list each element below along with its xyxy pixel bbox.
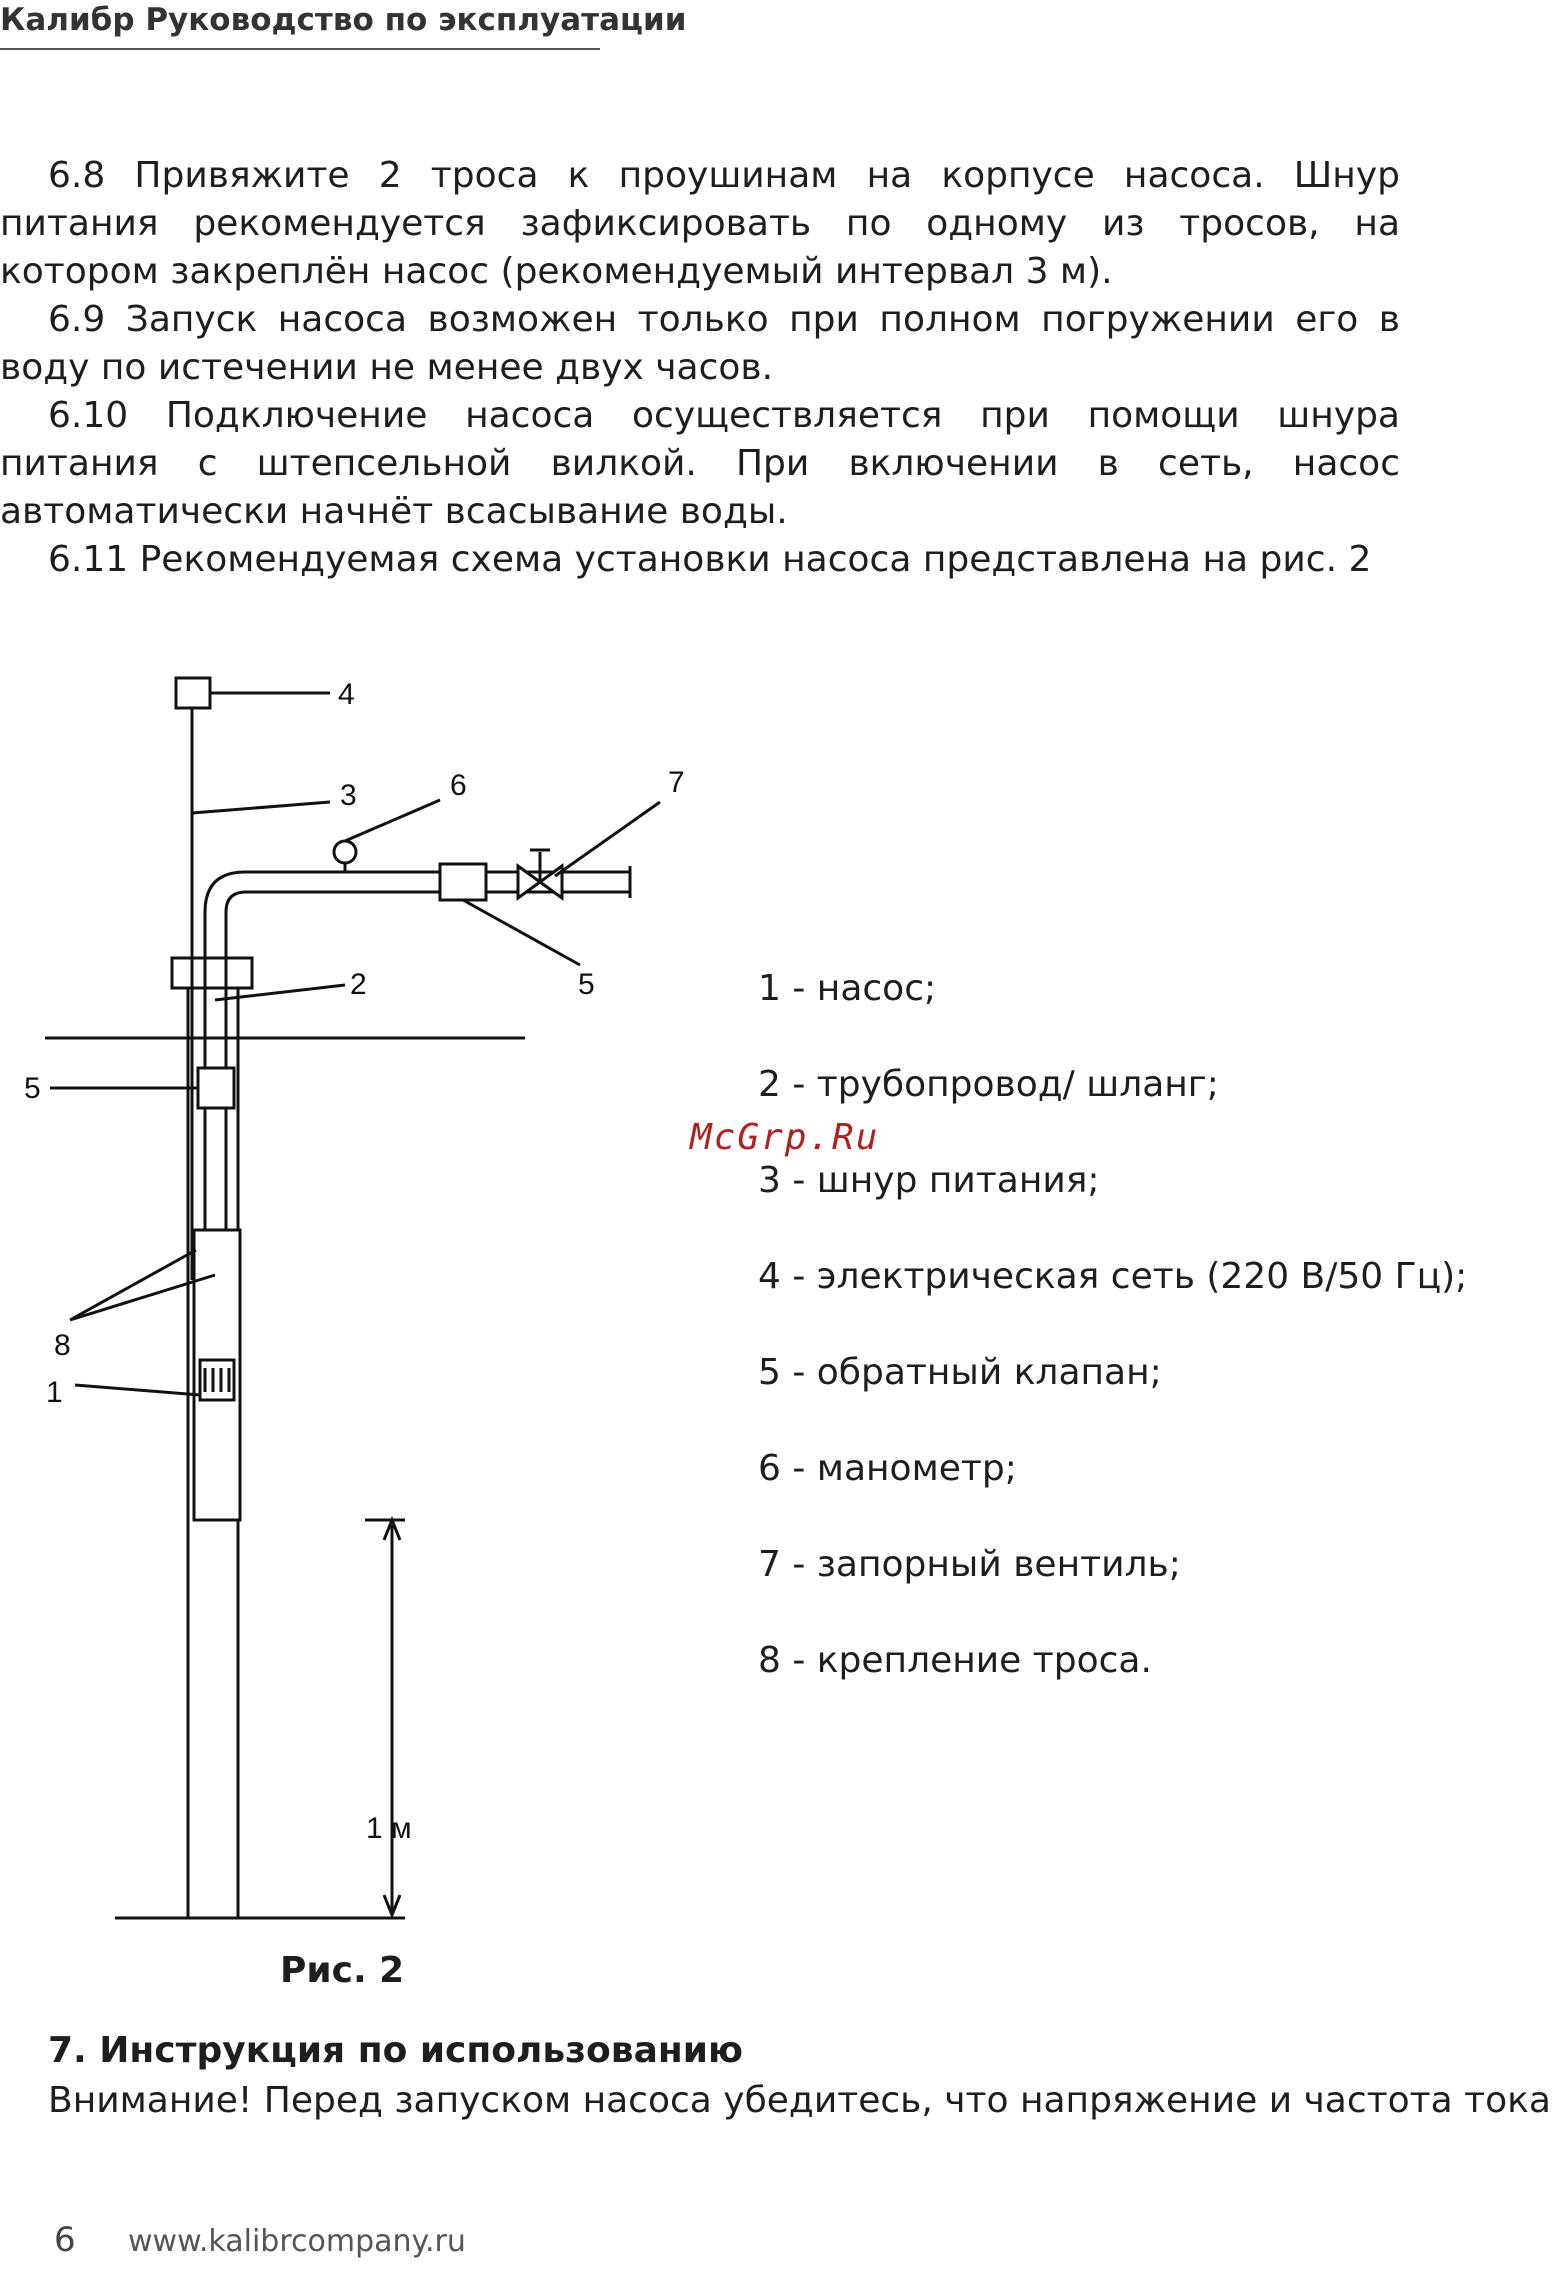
watermark: McGrp.Ru bbox=[690, 1117, 880, 1158]
section-text: Внимание! Перед запуском насоса убедитесь, что напряжение и частота тока bbox=[48, 2080, 1551, 2121]
callout-8: 8 bbox=[54, 1329, 71, 1362]
legend-item: 7 - запорный вентиль; bbox=[758, 1544, 1181, 1585]
leader-6 bbox=[345, 800, 440, 841]
leader-3 bbox=[192, 802, 330, 813]
leader-1 bbox=[75, 1385, 200, 1395]
legend-item: 1 - насос; bbox=[758, 968, 937, 1009]
header-title: Калибр Руководство по эксплуатации bbox=[0, 2, 687, 38]
leader-5-top bbox=[463, 900, 580, 965]
dimension-label: 1 м bbox=[366, 1812, 412, 1845]
page-header bbox=[0, 0, 687, 50]
footer-url[interactable]: www.kalibrcompany.ru bbox=[128, 2224, 466, 2259]
well-check-valve bbox=[198, 1068, 234, 1108]
callout-5-well: 5 bbox=[24, 1072, 41, 1105]
page-number: 6 bbox=[54, 2220, 76, 2260]
callout-5-top: 5 bbox=[578, 968, 595, 1001]
callout-6: 6 bbox=[450, 769, 467, 802]
legend-item: 6 - манометр; bbox=[758, 1448, 1017, 1489]
legend-item: 8 - крепление троса. bbox=[758, 1640, 1152, 1681]
paragraph-6-10: 6.10 Подключение насоса осуществляется при помощи шнура питания с штепсельной вилкой. При включении в сеть, насос автоматически начнёт всасывание воды. bbox=[0, 395, 1400, 532]
pressure-gauge bbox=[334, 841, 356, 863]
pipe-elbow bbox=[205, 872, 246, 912]
paragraph-6-11: 6.11 Рекомендуемая схема установки насоса представлена на рис. 2 bbox=[48, 539, 1372, 580]
well-cap bbox=[172, 958, 252, 988]
callout-2: 2 bbox=[350, 968, 367, 1001]
callout-7: 7 bbox=[668, 766, 685, 799]
figure-caption: Рис. 2 bbox=[280, 1950, 405, 1991]
socket-box bbox=[176, 678, 210, 708]
surface-check-valve bbox=[440, 864, 486, 900]
leader-7 bbox=[555, 802, 660, 876]
paragraph-6-9: 6.9 Запуск насоса возможен только при полном погружении его в воду по истечении не менее двух часов. bbox=[0, 299, 1400, 388]
leader-8a bbox=[70, 1250, 196, 1320]
legend-item: 2 - трубопровод/ шланг; bbox=[758, 1064, 1219, 1105]
callout-4: 4 bbox=[338, 678, 355, 711]
section-heading: 7. Инструкция по использованию bbox=[48, 2030, 743, 2071]
callout-1: 1 bbox=[46, 1376, 63, 1409]
legend-item: 4 - электрическая сеть (220 В/50 Гц); bbox=[758, 1256, 1468, 1297]
legend-item: 3 - шнур питания; bbox=[758, 1160, 1100, 1201]
pump-installation-diagram bbox=[0, 640, 700, 1930]
legend-item: 5 - обратный клапан; bbox=[758, 1352, 1162, 1393]
paragraph-6-8: 6.8 Привяжите 2 троса к проушинам на корпусе насоса. Шнур питания рекомендуется зафиксировать по одному из тросов, на котором закреплён насос (рекомендуемый интервал 3 м). bbox=[0, 155, 1400, 292]
callout-3: 3 bbox=[340, 779, 357, 812]
